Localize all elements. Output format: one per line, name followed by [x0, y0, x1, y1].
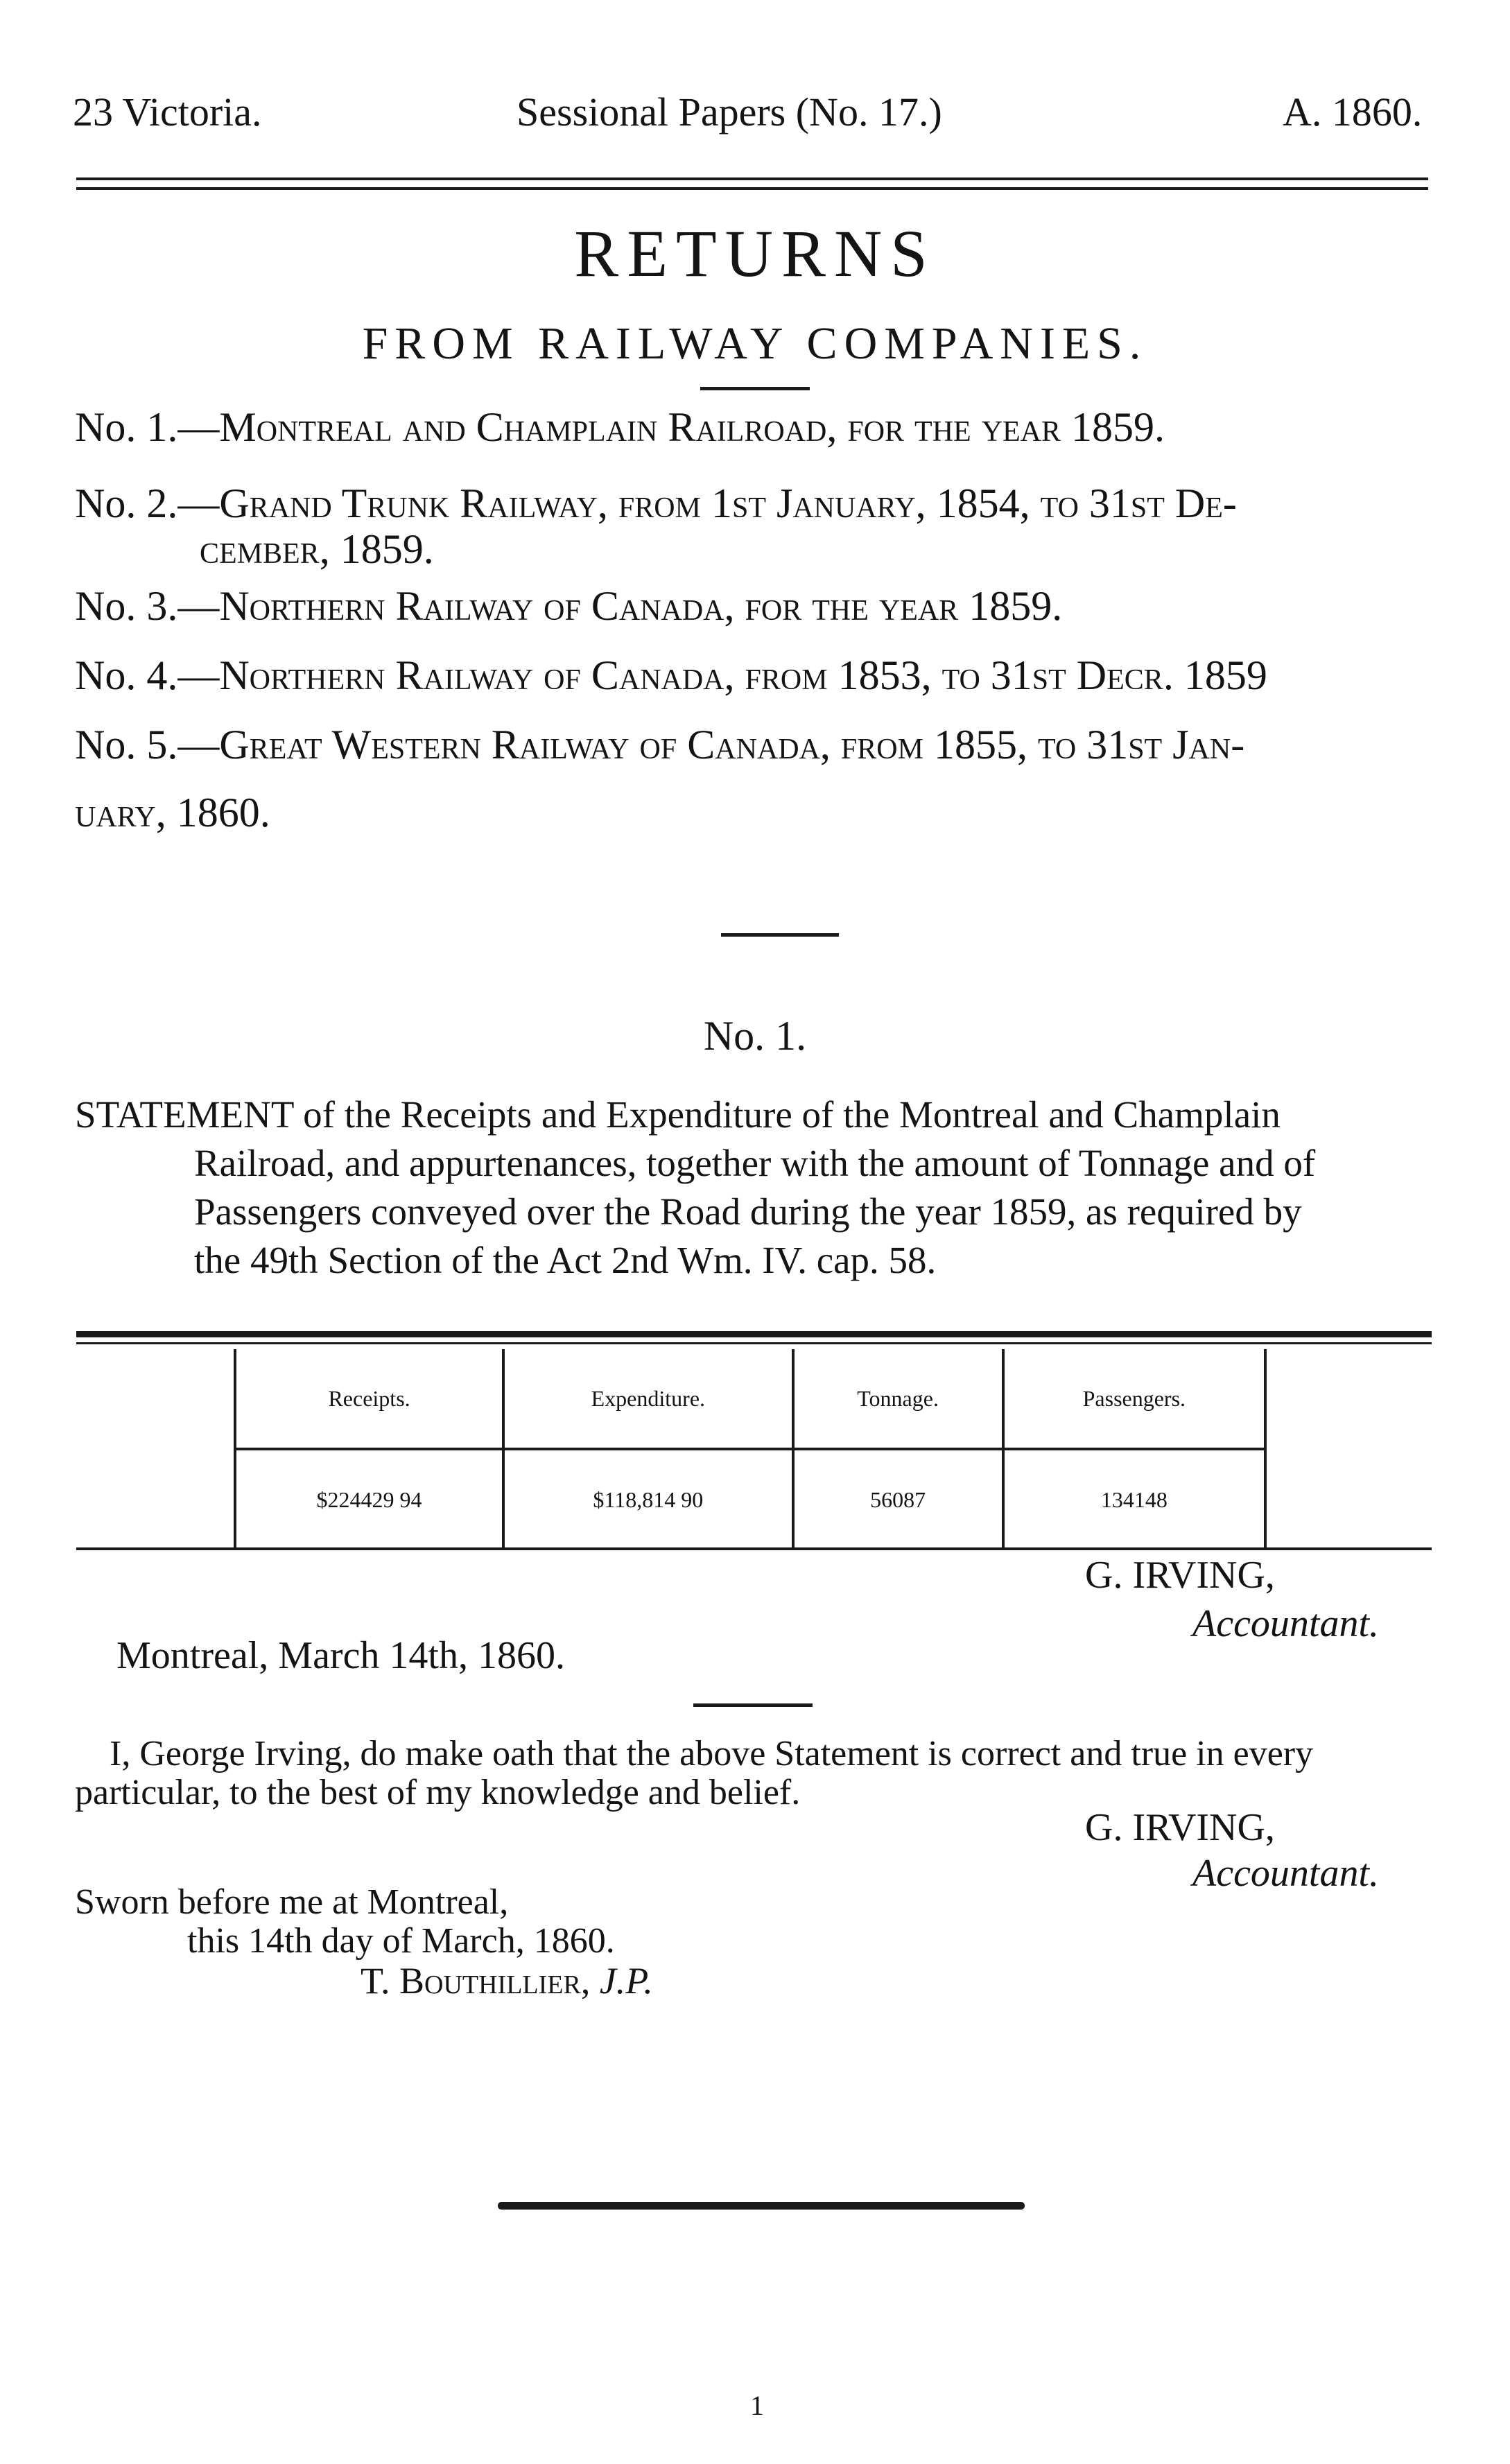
- returns-item-3: [75, 582, 1062, 630]
- returns-item-2: [75, 480, 1237, 528]
- page-number: 1: [750, 2390, 764, 2421]
- oath-line-2: particular, to the best of my knowledge and belief.: [75, 1773, 801, 1812]
- signature-name: G. IRVING,: [1085, 1554, 1275, 1597]
- table-header-cell: Receipts.: [235, 1349, 503, 1449]
- statement-lead: STATEMENT: [75, 1093, 294, 1136]
- table-rule-top-thin: [76, 1342, 1432, 1344]
- returns-item-1: [75, 404, 1165, 451]
- table-rule-top-heavy: [76, 1331, 1432, 1337]
- returns-item-text: —Great Western Railway of Canada, from 1855, to 31st Jan-: [177, 722, 1245, 767]
- header-rule-top: [76, 177, 1428, 180]
- header-right: A. 1860.: [1283, 89, 1423, 135]
- justice-name: T. Bouthillier,: [361, 1960, 591, 2002]
- header-rule-bottom: [76, 187, 1428, 190]
- closing-rule: [498, 2202, 1025, 2210]
- statement-line-4: the 49th Section of the Act 2nd Wm. IV. cap. 58.: [194, 1239, 937, 1281]
- returns-item-number: No. 3.: [75, 583, 178, 629]
- statement-text: of the Receipts and Expenditure of the Montreal and Champlain: [303, 1093, 1281, 1136]
- header-center: Sessional Papers (No. 17.): [517, 89, 942, 135]
- header-left: 23 Victoria.: [73, 89, 262, 135]
- table-header-cell: Passengers.: [1003, 1349, 1265, 1449]
- justice-role: J.P.: [599, 1960, 653, 2002]
- table-cell: 56087: [793, 1449, 1003, 1549]
- returns-item-number: No. 1.: [75, 404, 178, 450]
- returns-item-text: —Grand Trunk Railway, from 1st January, 1854, to 31st De-: [177, 480, 1237, 526]
- returns-table: [234, 1349, 1267, 1549]
- page-title: RETURNS: [574, 216, 936, 290]
- table-cell: 134148: [1003, 1449, 1265, 1549]
- table-rule-bottom: [76, 1547, 1432, 1550]
- returns-item-2-cont: cember, 1859.: [200, 526, 434, 572]
- returns-item-number: No. 4.: [75, 652, 178, 698]
- signature-title: Accountant.: [1192, 1852, 1380, 1895]
- table-cell: $118,814 90: [503, 1449, 792, 1549]
- table-row: [235, 1449, 1265, 1549]
- signature-name: G. IRVING,: [1085, 1806, 1275, 1849]
- table-header-cell: Expenditure.: [503, 1349, 792, 1449]
- returns-item-number: No. 2.: [75, 480, 178, 526]
- returns-item-5: [75, 721, 1244, 769]
- statement-line-3: Passengers conveyed over the Road during the year 1859, as required by: [194, 1190, 1302, 1233]
- table-header-cell: Tonnage.: [793, 1349, 1003, 1449]
- page-subtitle: FROM RAILWAY COMPANIES.: [362, 318, 1148, 369]
- title-divider: [700, 387, 810, 390]
- returns-item-number: No. 5.: [75, 722, 178, 767]
- returns-item-text: —Northern Railway of Canada, for the year 1859.: [177, 583, 1063, 629]
- sworn-line-2: this 14th day of March, 1860.: [187, 1921, 615, 1961]
- returns-item-4: [75, 652, 1267, 700]
- oath-line-1: I, George Irving, do make oath that the above Statement is correct and true in every: [110, 1734, 1314, 1773]
- table-cell: $224429 94: [235, 1449, 503, 1549]
- sworn-signature: [361, 1959, 653, 2002]
- returns-item-text: —Northern Railway of Canada, from 1853, to 31st Decr. 1859: [177, 652, 1267, 698]
- returns-item-5-cont: uary, 1860.: [75, 790, 270, 835]
- section-heading: No. 1.: [703, 1013, 807, 1059]
- section-divider: [721, 933, 839, 937]
- statement-line-2: Railroad, and appurtenances, together with the amount of Tonnage and of: [194, 1142, 1316, 1184]
- table-header-row: [235, 1349, 1265, 1449]
- signature-title: Accountant.: [1192, 1602, 1380, 1645]
- sworn-line-1: Sworn before me at Montreal,: [75, 1882, 509, 1922]
- place-date: Montreal, March 14th, 1860.: [116, 1634, 565, 1677]
- oath-divider: [693, 1703, 813, 1707]
- returns-item-text: —Montreal and Champlain Railroad, for the year 1859.: [177, 404, 1165, 450]
- statement-line-1: [75, 1093, 1281, 1136]
